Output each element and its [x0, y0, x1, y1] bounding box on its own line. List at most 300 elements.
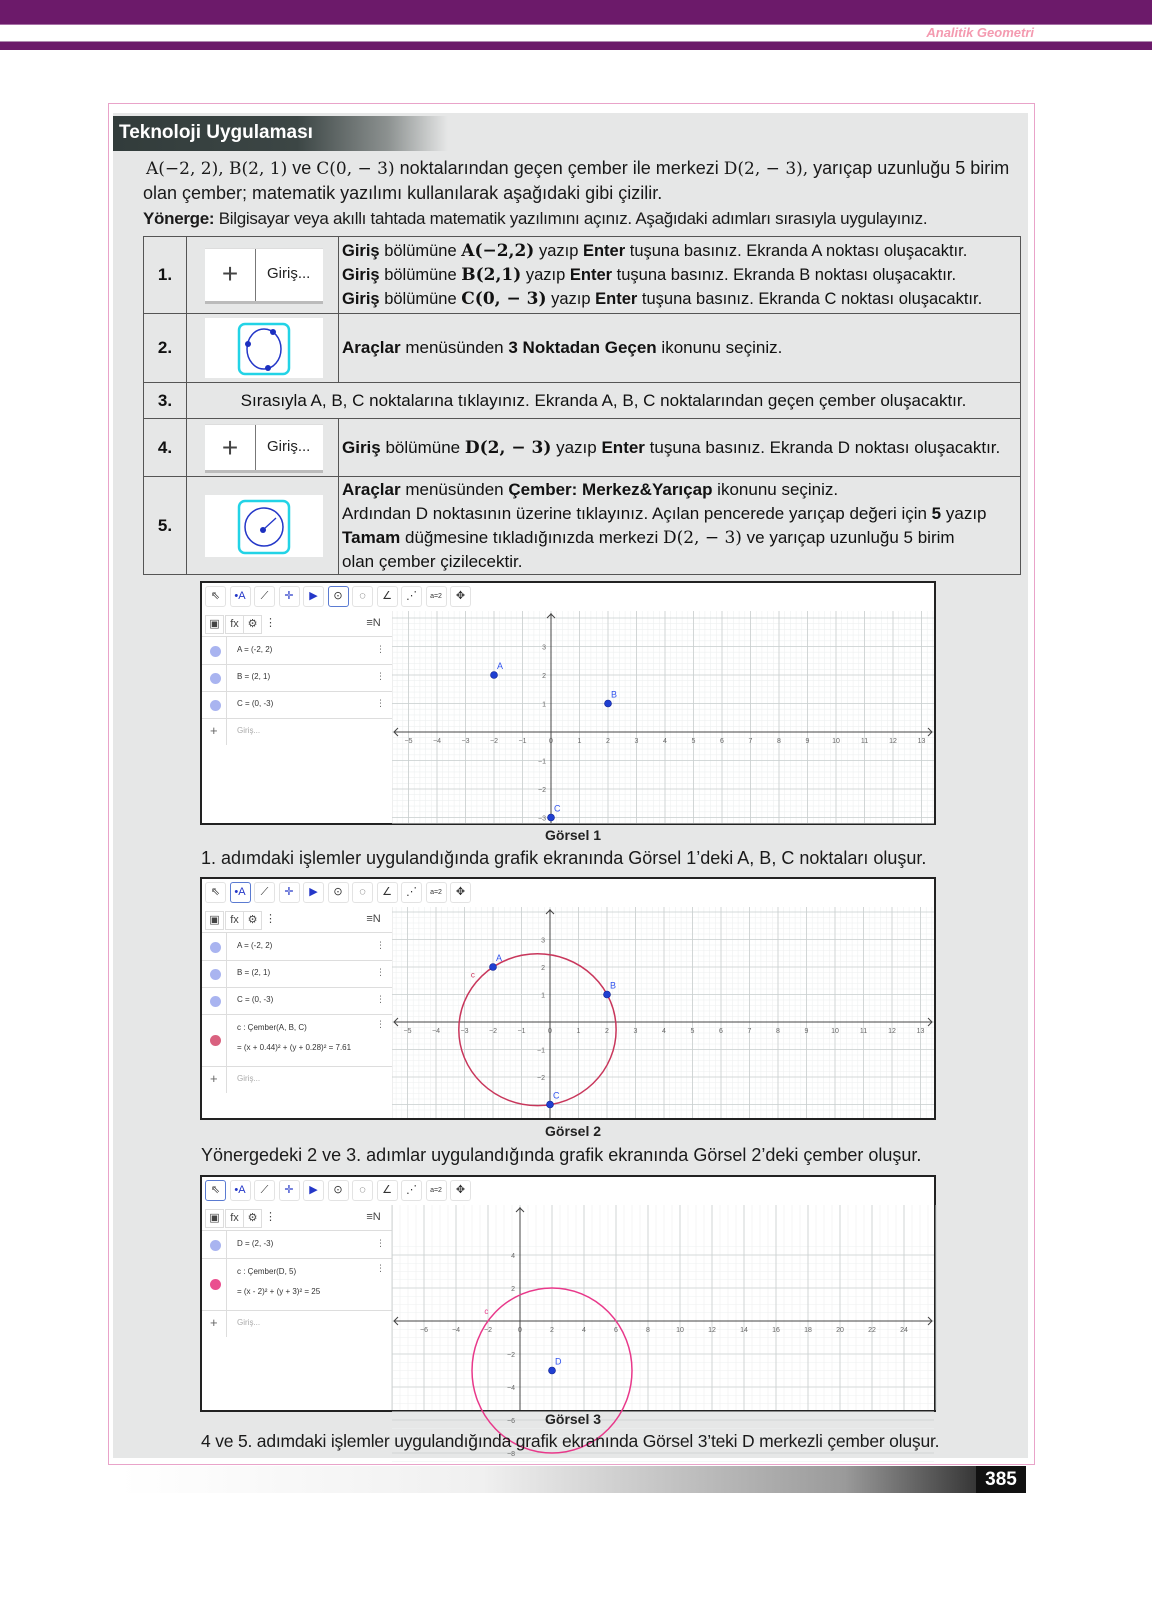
row-menu-icon[interactable]: ⋮: [376, 644, 385, 654]
y-tick-label: 2: [541, 965, 545, 972]
point-label: D: [555, 1356, 562, 1367]
step-text: [339, 237, 1021, 314]
input-bar-icon: [205, 424, 323, 473]
step-icon-cell: [187, 477, 339, 575]
line-icon[interactable]: ⟋: [254, 586, 275, 607]
math: A(−2,2): [461, 241, 535, 261]
algebra-definition: C = (0, -3): [237, 699, 274, 708]
math-point-c: C(0, − 3): [316, 159, 395, 179]
top-band: [0, 0, 1152, 24]
text: yazıp: [534, 242, 583, 260]
y-tick-label: −1: [538, 758, 546, 766]
x-tick-label: 2: [606, 738, 610, 745]
y-tick-label: 2: [511, 1286, 515, 1293]
text: yazıp: [551, 437, 602, 457]
text: tuşuna basınız. Ekranda D noktası oluşacaktır.: [644, 437, 1001, 457]
fx-icon[interactable]: fx: [225, 1209, 244, 1228]
circle-center-icon[interactable]: ⊙: [328, 1180, 349, 1201]
x-tick-label: 6: [614, 1327, 618, 1334]
x-tick-label: 3: [633, 1028, 638, 1035]
circle-3-points-icon[interactable]: ◌: [352, 1180, 373, 1201]
sort-icon[interactable]: ≡N: [366, 1211, 381, 1223]
figure-caption-1: Görsel 1: [545, 827, 602, 843]
point-label: A: [497, 661, 504, 671]
x-tick-label: 2: [550, 1327, 554, 1334]
x-tick-label: 7: [747, 1028, 752, 1035]
algebra-input[interactable]: [202, 1066, 392, 1093]
x-tick-label: 8: [646, 1327, 650, 1334]
graphics-view[interactable]: [392, 611, 934, 823]
text: menüsünden: [400, 338, 509, 357]
divider: [226, 960, 227, 987]
toolbar: [202, 1177, 934, 1205]
step-number: 2.: [144, 314, 187, 383]
polygon-icon[interactable]: ▶: [303, 586, 324, 607]
x-tick-label: −4: [452, 1327, 460, 1334]
page-number: 385: [976, 1466, 1026, 1493]
move-icon[interactable]: ⇖: [205, 882, 226, 903]
x-tick-label: 7: [748, 738, 753, 745]
step-row-3: [144, 383, 1021, 419]
text: noktalarından geçen çember ile merkezi: [394, 158, 724, 178]
point-A: [490, 964, 497, 971]
point-C: [547, 1101, 554, 1108]
algebra-row[interactable]: [202, 664, 392, 692]
text: ve yarıçap uzunluğu 5 birim: [741, 527, 955, 547]
algebra-row[interactable]: [202, 637, 392, 665]
x-tick-label: 4: [663, 738, 667, 745]
bold: Tamam: [342, 527, 401, 547]
visibility-toggle[interactable]: [210, 1279, 221, 1290]
x-tick-label: 13: [916, 1028, 925, 1035]
algebra-input[interactable]: [202, 718, 392, 745]
toolbar: [202, 879, 934, 907]
row-menu-icon[interactable]: ⋮: [376, 967, 385, 977]
circle-3-points-icon[interactable]: ◌: [352, 882, 373, 903]
section-title: Teknoloji Uygulaması: [119, 122, 313, 143]
algebra-value: = (x - 2)² + (y + 3)² = 25: [237, 1287, 321, 1296]
row-menu-icon[interactable]: ⋮: [376, 1019, 385, 1029]
algebra-row[interactable]: [202, 933, 392, 961]
x-tick-label: 1: [576, 1028, 581, 1035]
math-point-d: D(2, − 3),: [723, 159, 809, 179]
x-tick-label: 1: [577, 738, 582, 745]
graphics-view[interactable]: [392, 907, 934, 1118]
input-placeholder[interactable]: Giriş...: [237, 1074, 261, 1083]
point-label: C: [554, 803, 561, 814]
y-tick-label: −3: [538, 815, 546, 823]
bold: Araçlar: [342, 338, 401, 357]
more-menu-icon[interactable]: ⋮: [265, 1211, 276, 1223]
algebra-row[interactable]: [202, 987, 392, 1015]
step-row-4: [144, 419, 1021, 477]
x-tick-label: −4: [432, 1028, 440, 1035]
move-view-icon[interactable]: ✥: [450, 1180, 471, 1201]
algebra-header: [202, 1205, 392, 1231]
row-menu-icon[interactable]: ⋮: [376, 698, 385, 708]
line-icon[interactable]: ⟋: [254, 882, 275, 903]
more-menu-icon[interactable]: ⋮: [265, 913, 276, 925]
point-label: B: [610, 980, 617, 991]
intro-line-2: olan çember; matematik yazılımı kullanılarak aşağıdaki gibi çizilir.: [143, 183, 663, 203]
x-tick-label: 12: [708, 1327, 716, 1334]
steps-table: [143, 236, 1021, 575]
subject-title: Analitik Geometri: [926, 25, 1034, 40]
visibility-toggle[interactable]: [210, 673, 221, 684]
bold: 5: [931, 503, 942, 523]
plus-icon: +: [205, 425, 256, 470]
header-band: [0, 41, 1152, 50]
y-tick-label: 1: [542, 701, 546, 709]
math: C(0, − 3): [461, 289, 547, 309]
directive-text: Bilgisayar veya akıllı tahtada matematik yazılımını açınız. Aşağıdaki adımları sırasıyla uygulayınız.: [214, 209, 928, 228]
y-tick-label: 4: [511, 1253, 515, 1260]
text: ikonunu seçiniz.: [656, 338, 783, 357]
x-tick-label: 16: [772, 1327, 780, 1334]
x-tick-label: 12: [888, 1028, 896, 1035]
step-icon-cell: [187, 314, 339, 383]
figure-caption-3: Görsel 3: [545, 1411, 602, 1427]
y-tick-label: −4: [507, 1385, 515, 1392]
x-tick-label: 10: [832, 738, 840, 745]
x-tick-label: 9: [804, 1028, 809, 1035]
algebra-definition: c : Çember(D, 5): [237, 1267, 297, 1276]
x-tick-label: −1: [517, 1028, 526, 1035]
step-number: 3.: [144, 383, 187, 419]
coordinate-plane[interactable]: [392, 907, 934, 1118]
plus-icon[interactable]: +: [210, 1071, 218, 1086]
point-label: B: [611, 689, 618, 700]
row-menu-icon[interactable]: ⋮: [376, 994, 385, 1004]
row-menu-icon[interactable]: ⋮: [376, 940, 385, 950]
step-number: 1.: [144, 237, 187, 314]
point-C: [548, 814, 555, 821]
row-menu-icon[interactable]: ⋮: [376, 1238, 385, 1248]
text: bölümüne: [379, 266, 462, 284]
point-D: [549, 1367, 556, 1374]
x-tick-label: 20: [836, 1327, 844, 1334]
divider: [226, 691, 227, 718]
x-tick-label: 12: [889, 738, 897, 745]
bold: Giriş: [342, 266, 380, 284]
gear-icon[interactable]: ⚙: [243, 1209, 262, 1228]
algebra-row[interactable]: [202, 1231, 392, 1259]
x-tick-label: −1: [518, 738, 527, 745]
bold: Araçlar: [342, 479, 401, 499]
text: bölümüne: [379, 242, 462, 260]
circle-through-3-points-icon: [205, 318, 323, 378]
y-tick-label: −2: [507, 1352, 515, 1359]
algebra-definition: c : Çember(A, B, C): [237, 1023, 307, 1032]
x-tick-label: 6: [719, 1028, 723, 1035]
point-B: [604, 991, 611, 998]
text: Ardından D noktasının üzerine tıklayınız. Açılan pencerede yarıçap değeri için: [342, 503, 932, 523]
point-icon[interactable]: •A: [230, 586, 251, 607]
algebra-definition: D = (2, -3): [237, 1239, 274, 1248]
text: ikonunu seçiniz.: [712, 479, 839, 499]
x-tick-label: −2: [489, 1028, 497, 1035]
algebra-view-icon[interactable]: ▣: [205, 615, 224, 634]
step-line: [342, 478, 1017, 502]
divider: [226, 1231, 227, 1258]
bold: Enter: [595, 290, 638, 308]
polygon-icon[interactable]: ▶: [303, 882, 324, 903]
slider-icon[interactable]: a=2: [426, 1180, 447, 1201]
move-icon[interactable]: ⇖: [205, 1180, 226, 1201]
algebra-definition: C = (0, -3): [237, 995, 274, 1004]
x-tick-label: 10: [831, 1028, 839, 1035]
circle-center-icon[interactable]: ⊙: [328, 882, 349, 903]
step-text: Sırasıyla A, B, C noktalarına tıklayınız. Ekranda A, B, C noktalarından geçen çember oluşacaktır.: [187, 383, 1021, 419]
divider: [226, 1310, 227, 1337]
geogebra-window-1: [200, 581, 936, 825]
x-tick-label: 0: [548, 1028, 552, 1035]
point-icon[interactable]: •A: [230, 1180, 251, 1201]
divider: [226, 933, 227, 960]
algebra-header: [202, 907, 392, 933]
slider-icon[interactable]: a=2: [426, 586, 447, 607]
x-tick-label: 6: [720, 738, 724, 745]
reflect-icon[interactable]: ⋰: [401, 882, 422, 903]
algebra-panel: [202, 1205, 393, 1410]
x-tick-label: −4: [433, 738, 441, 745]
angle-icon[interactable]: ∠: [377, 586, 398, 607]
algebra-definition: B = (2, 1): [237, 968, 271, 977]
figure-caption-2: Görsel 2: [545, 1123, 602, 1139]
x-tick-label: 5: [691, 738, 696, 745]
circle-c: [459, 954, 616, 1106]
text: yazıp: [546, 290, 596, 308]
visibility-toggle[interactable]: [210, 646, 221, 657]
x-tick-label: −5: [404, 738, 413, 745]
algebra-panel: [202, 611, 393, 823]
algebra-value: = (x + 0.44)² + (y + 0.28)² = 7.61: [237, 1043, 352, 1052]
text: bölümüne: [380, 437, 465, 457]
step-line: [342, 239, 1017, 263]
row-menu-icon[interactable]: ⋮: [376, 671, 385, 681]
algebra-view-icon[interactable]: ▣: [205, 911, 224, 930]
math-points-ab: A(−2, 2), B(2, 1): [146, 159, 288, 179]
step-icon-cell: [187, 419, 339, 477]
x-tick-label: 8: [776, 1028, 780, 1035]
row-menu-icon[interactable]: ⋮: [376, 1263, 385, 1273]
page-footer-bar: [120, 1466, 1026, 1493]
step-line: [342, 502, 1017, 526]
algebra-row[interactable]: [202, 1014, 392, 1067]
geogebra-window-2: [200, 877, 936, 1120]
x-tick-label: 3: [634, 738, 639, 745]
math: B(2,1): [461, 265, 522, 285]
math: D(2, − 3): [662, 527, 742, 548]
divider: [226, 987, 227, 1014]
x-tick-label: 5: [690, 1028, 695, 1035]
angle-icon[interactable]: ∠: [377, 1180, 398, 1201]
circle-label: c: [484, 1306, 489, 1316]
slider-icon[interactable]: a=2: [426, 882, 447, 903]
fx-icon[interactable]: fx: [225, 911, 244, 930]
input-placeholder[interactable]: Giriş...: [237, 726, 261, 735]
algebra-row[interactable]: [202, 691, 392, 719]
bold: Giriş: [342, 290, 380, 308]
y-tick-label: −8: [507, 1451, 515, 1458]
x-tick-label: 10: [676, 1327, 684, 1334]
more-menu-icon[interactable]: ⋮: [265, 617, 276, 629]
polygon-icon[interactable]: ▶: [303, 1180, 324, 1201]
section-header: [113, 116, 448, 151]
bold: Çember: Merkez&Yarıçap: [508, 479, 713, 499]
x-tick-label: 9: [805, 738, 810, 745]
divider: [226, 718, 227, 745]
x-tick-label: 11: [859, 1028, 868, 1035]
visibility-toggle[interactable]: [210, 700, 221, 711]
visibility-toggle[interactable]: [210, 969, 221, 980]
algebra-panel: [202, 907, 393, 1118]
divider: [226, 1066, 227, 1093]
step-line: olan çember çizilecektir.: [342, 551, 523, 571]
circle-center-radius-icon: [205, 495, 323, 557]
step-line: [342, 287, 1017, 311]
figure-description-3: 4 ve 5. adımdaki işlemler uygulandığında grafik ekranında Görsel 3’teki D merkezli çember oluşur.: [201, 1431, 940, 1451]
text: yarıçap uzunluğu 5 birim: [808, 158, 1010, 178]
step-text: [339, 419, 1021, 477]
divider: [226, 637, 227, 664]
perpendicular-icon[interactable]: ✛: [279, 882, 300, 903]
input-placeholder[interactable]: Giriş...: [237, 1318, 261, 1327]
x-tick-label: 0: [549, 738, 553, 745]
reflect-icon[interactable]: ⋰: [401, 1180, 422, 1201]
step-line: [342, 526, 1017, 550]
bold: Enter: [569, 266, 613, 284]
sort-icon[interactable]: ≡N: [366, 913, 381, 925]
step-icon-cell: [187, 237, 339, 314]
x-tick-label: 13: [917, 738, 926, 745]
sort-icon[interactable]: ≡N: [366, 617, 381, 629]
text: yazıp: [941, 503, 987, 523]
divider: [226, 664, 227, 691]
x-tick-label: −3: [461, 738, 470, 745]
x-tick-label: −6: [420, 1327, 428, 1334]
x-tick-label: 2: [605, 1028, 609, 1035]
circle-label: c: [470, 970, 475, 980]
move-icon[interactable]: ⇖: [205, 586, 226, 607]
step-text: [339, 477, 1021, 575]
text: tuşuna basınız. Ekranda A noktası oluşacaktır.: [625, 242, 968, 260]
fx-icon[interactable]: fx: [225, 615, 244, 634]
text: bölümüne: [379, 290, 462, 308]
directive: [143, 209, 927, 229]
perpendicular-icon[interactable]: ✛: [279, 586, 300, 607]
step-number: 5.: [144, 477, 187, 575]
y-tick-label: 1: [541, 992, 545, 1000]
text: menüsünden: [400, 479, 509, 499]
text: tuşuna basınız. Ekranda C noktası oluşacaktır.: [637, 290, 983, 308]
step-number: 4.: [144, 419, 187, 477]
x-tick-label: −5: [403, 1028, 412, 1035]
move-view-icon[interactable]: ✥: [450, 586, 471, 607]
x-tick-label: −2: [490, 738, 498, 745]
point-label: A: [496, 953, 503, 963]
algebra-header: [202, 611, 392, 637]
move-view-icon[interactable]: ✥: [450, 882, 471, 903]
bold: Enter: [601, 437, 645, 457]
x-tick-label: 8: [777, 738, 781, 745]
y-tick-label: −1: [537, 1047, 545, 1055]
circle-center-icon[interactable]: ⊙: [328, 586, 349, 607]
perpendicular-icon[interactable]: ✛: [279, 1180, 300, 1201]
step-line: [342, 263, 1017, 287]
bold: Giriş: [342, 242, 380, 260]
x-tick-label: 4: [582, 1327, 586, 1334]
visibility-toggle[interactable]: [210, 1240, 221, 1251]
algebra-row[interactable]: [202, 1258, 392, 1311]
bold: 3 Noktadan Geçen: [508, 338, 657, 357]
line-icon[interactable]: ⟋: [254, 1180, 275, 1201]
intro-line-1: [146, 158, 1009, 179]
gear-icon[interactable]: ⚙: [243, 615, 262, 634]
plus-icon[interactable]: +: [210, 1315, 218, 1330]
visibility-toggle[interactable]: [210, 1035, 221, 1046]
text: yazıp: [521, 266, 570, 284]
algebra-view-icon[interactable]: ▣: [205, 1209, 224, 1228]
gear-icon[interactable]: ⚙: [243, 911, 262, 930]
step-row-2: [144, 314, 1021, 383]
coordinate-plane[interactable]: [392, 611, 934, 823]
figure-description-2: Yönergedeki 2 ve 3. adımlar uygulandığında grafik ekranında Görsel 2’deki çember oluşur.: [201, 1145, 922, 1165]
bold: Enter: [582, 242, 626, 260]
text: düğmesine tıkladığınızda merkezi: [400, 527, 663, 547]
x-tick-label: 18: [804, 1327, 812, 1334]
bold: Giriş: [342, 437, 381, 457]
point-B: [605, 700, 612, 707]
y-tick-label: −2: [538, 787, 546, 794]
x-tick-label: −2: [484, 1327, 492, 1334]
y-tick-label: 3: [542, 644, 546, 652]
algebra-definition: B = (2, 1): [237, 672, 271, 681]
y-tick-label: −6: [507, 1418, 515, 1425]
plus-icon[interactable]: +: [210, 723, 218, 738]
input-bar-icon: [205, 248, 323, 304]
divider: [226, 1014, 227, 1066]
text: ve: [287, 158, 317, 178]
step-row-5: [144, 477, 1021, 575]
divider: [226, 1258, 227, 1310]
point-icon[interactable]: •A: [230, 882, 251, 903]
x-tick-label: 22: [868, 1327, 876, 1334]
text: tuşuna basınız. Ekranda B noktası oluşacaktır.: [612, 266, 957, 284]
visibility-toggle[interactable]: [210, 942, 221, 953]
algebra-definition: A = (-2, 2): [237, 941, 273, 950]
step-row-1: [144, 237, 1021, 314]
algebra-input[interactable]: [202, 1310, 392, 1337]
x-tick-label: −3: [460, 1028, 469, 1035]
point-A: [491, 672, 498, 679]
step-text: [339, 314, 1021, 383]
algebra-definition: A = (-2, 2): [237, 645, 273, 654]
figure-description-1: 1. adımdaki işlemler uygulandığında grafik ekranında Görsel 1’deki A, B, C noktaları oluşur.: [201, 848, 927, 868]
y-tick-label: 3: [541, 937, 545, 945]
y-tick-label: 2: [542, 673, 546, 680]
visibility-toggle[interactable]: [210, 996, 221, 1007]
circle-3-points-icon[interactable]: ◌: [352, 586, 373, 607]
math: D(2, − 3): [464, 437, 552, 458]
angle-icon[interactable]: ∠: [377, 882, 398, 903]
directive-label: Yönerge:: [143, 209, 215, 228]
algebra-row[interactable]: [202, 960, 392, 988]
x-tick-label: 11: [860, 738, 869, 745]
x-tick-label: 24: [900, 1327, 908, 1334]
toolbar: [202, 583, 934, 611]
reflect-icon[interactable]: ⋰: [401, 586, 422, 607]
